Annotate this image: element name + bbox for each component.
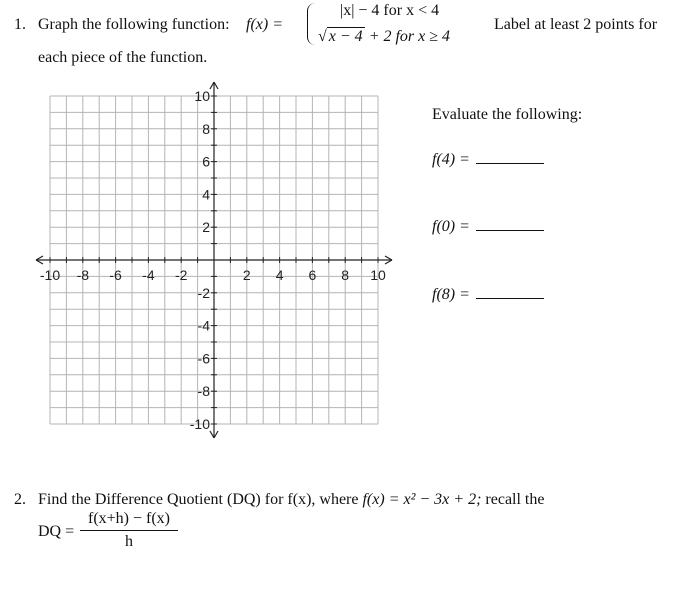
dq-fraction xyxy=(80,510,178,551)
q2-text xyxy=(38,491,544,509)
q1-number: 1. xyxy=(14,16,26,33)
q2-number: 2. xyxy=(14,491,26,508)
x-tick-label: -8 xyxy=(76,267,90,283)
dq-numerator: f(x+h) − f(x) xyxy=(80,510,178,531)
q2-fx: f(x) = x² − 3x + 2; xyxy=(362,491,482,508)
q1-label-note: Label at least 2 points for xyxy=(494,16,658,33)
evaluate-label-f8: f(8) = xyxy=(432,286,470,303)
x-tick-label: -6 xyxy=(109,267,122,283)
x-tick-label: -2 xyxy=(174,267,188,283)
y-tick-label: 10 xyxy=(194,88,210,104)
answer-blank-f4[interactable] xyxy=(476,163,544,164)
y-tick-label: -10 xyxy=(189,416,210,432)
evaluate-item-f8 xyxy=(432,286,544,304)
piece-2: √ x − 4 + 2 for x ≥ 4 xyxy=(318,28,451,45)
evaluate-item-f4 xyxy=(432,151,544,169)
piece-1: |x| − 4 for x < 4 xyxy=(340,2,440,19)
piece-2-radicand: x − 4 xyxy=(328,28,363,45)
evaluate-label-f0: f(0) = xyxy=(432,218,470,235)
x-tick-label: 8 xyxy=(341,267,350,283)
y-tick-label: -4 xyxy=(197,317,210,334)
y-tick-label: 6 xyxy=(202,153,210,170)
y-tick-label: 8 xyxy=(202,120,210,137)
x-tick-label: -10 xyxy=(39,267,61,283)
x-tick-label: 2 xyxy=(242,267,251,283)
evaluate-item-f0 xyxy=(432,218,544,236)
evaluate-heading: Evaluate the following: xyxy=(432,106,583,123)
dq-denominator: h xyxy=(125,533,133,550)
answer-blank-f0[interactable] xyxy=(476,230,544,231)
q1-line2: each piece of the function. xyxy=(38,49,208,66)
y-tick-label: 2 xyxy=(202,219,210,236)
x-tick-labels xyxy=(40,267,386,283)
axes xyxy=(36,82,392,438)
y-tick-label: 4 xyxy=(202,186,210,203)
x-tick-label: 4 xyxy=(275,267,284,283)
y-tick-label: -6 xyxy=(197,350,210,367)
x-tick-label: 10 xyxy=(370,267,386,283)
q1-fx: f(x) = xyxy=(246,16,283,33)
dq-label: DQ = xyxy=(38,523,75,540)
piece-2-rest: + 2 for x ≥ 4 xyxy=(368,28,451,45)
q2-text-after: recall the xyxy=(485,491,545,508)
q1-intro: Graph the following function: xyxy=(38,16,230,33)
y-tick-label: -2 xyxy=(197,284,210,301)
evaluate-label-f4: f(4) = xyxy=(432,151,470,168)
y-tick-label: -8 xyxy=(197,383,210,400)
q2-text-before: Find the Difference Quotient (DQ) for f(x), where xyxy=(38,491,359,508)
x-tick-label: -4 xyxy=(142,267,155,283)
answer-blank-f8[interactable] xyxy=(476,298,544,299)
x-tick-label: 6 xyxy=(308,267,317,283)
